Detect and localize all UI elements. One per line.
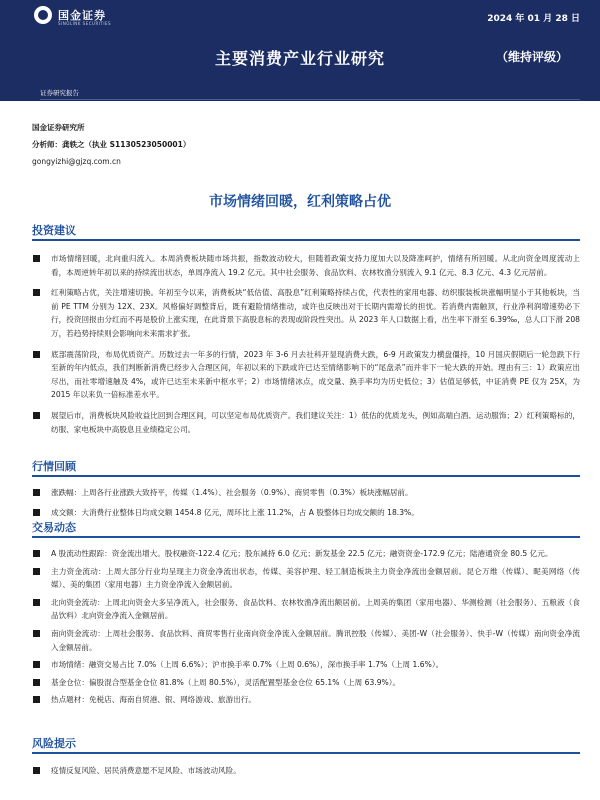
section-title: 投资建议 — [32, 224, 76, 237]
section-market-review — [32, 458, 580, 519]
section-divider — [32, 536, 580, 538]
square-bullet-icon — [33, 696, 40, 703]
list-item: 展望后市，消费板块风险收益比回到合理区间，可以坚定布局优质资产。我们建议关注：1）低估的优质龙头，例如高端白酒、运动服饰；2）红利策略标的，纺服、家电板块中高股息且业绩稳定公司。 — [32, 409, 580, 436]
square-bullet-icon — [33, 568, 40, 575]
square-bullet-icon — [33, 509, 40, 516]
square-bullet-icon — [33, 767, 40, 774]
square-bullet-icon — [33, 679, 40, 686]
section-title: 风险提示 — [32, 737, 76, 750]
report-type-label: 证券研究报告 — [40, 89, 79, 97]
institute-name: 国金证券研究所 — [32, 123, 85, 132]
list-item: 市场情绪回暖，北向重归流入。本周消费板块随市场共振，指数波动较大，但随着政策支持力度加大以及降准呵护，情绪有所回暖。从北向资金周度流动上看，本周逆转年初以来的持续流出状态，单周净流入 19.2 亿元。其中社会服务、食品饮料、农林牧渔分别流入 9.1 亿元、8.3 亿元、4.3 亿元居前。 — [32, 252, 580, 279]
list-item: A 股流动性跟踪：资金流出增大。股权融资-122.4 亿元；股东减持 6.0 亿元；新发基金 22.5 亿元；融资资金-172.9 亿元；陆港通资金 80.5 亿元。 — [32, 547, 580, 561]
report-headline: 市场情绪回暖，红利策略占优 — [209, 194, 391, 210]
section-title: 行情回顾 — [32, 460, 76, 473]
banner-divider — [40, 99, 580, 100]
list-item: 热点题材：免税店、海南自贸港、银、网络游戏、旅游出行。 — [32, 693, 580, 707]
section-divider — [32, 239, 580, 241]
analyst-line: 分析师：龚轶之（执业 S1130523050001） — [32, 140, 191, 149]
section-risk-warning — [32, 735, 580, 778]
list-item: 南向资金流动：上周社会服务、食品饮料、商贸零售行业南向资金净流入金额居前。腾讯控股（传媒）、美团-W（社会服务）、快手-W（传媒）南向资金净流入金额居前。 — [32, 627, 580, 654]
section-divider — [32, 752, 580, 754]
square-bullet-icon — [33, 599, 40, 606]
list-item: 主力资金流动：上周大部分行业均呈现主力资金净流出状态，传媒、美容护理、轻工制造板块主力资金净流出金额居前。昆仑万维（传媒）、昵美网络（传媒）、美的集团（家用电器）主力资金净流入金额居前。 — [32, 565, 580, 592]
section-investment-advice — [32, 222, 580, 436]
logo-text: 国金证券 — [58, 9, 106, 22]
square-bullet-icon — [33, 630, 40, 637]
square-bullet-icon — [33, 412, 40, 419]
list-item: 基金仓位：偏股混合型基金仓位 81.8%（上周 80.5%），灵活配置型基金仓位 65.1%（上周 63.9%）。 — [32, 676, 580, 690]
square-bullet-icon — [33, 489, 40, 496]
report-banner — [0, 0, 600, 101]
report-title: 主要消费产业行业研究 — [214, 49, 385, 68]
section-divider — [32, 475, 580, 477]
list-item: 疫情反复风险、居民消费意愿不足风险、市场波动风险。 — [32, 764, 580, 778]
section-title: 交易动态 — [32, 521, 76, 534]
square-bullet-icon — [33, 289, 40, 296]
company-logo-icon — [34, 6, 52, 24]
section-trading-dynamics — [32, 519, 580, 707]
list-item: 成交额：大消费行业整体日均成交额 1454.8 亿元，周环比上涨 11.2%，占 A 股整体日均成交额的 18.3%。 — [32, 506, 580, 520]
square-bullet-icon — [33, 550, 40, 557]
list-item: 北向资金流动：上周北向资金大多呈净流入，社会服务、食品饮料、农林牧渔净流出额居前。上周美的集团（家用电器）、华测检测（社会服务）、五粮液（食品饮料）北向资金净流入金额居前。 — [32, 596, 580, 623]
report-date: 2024 年 01 月 28 日 — [487, 14, 580, 24]
list-item: 涨跌幅：上周各行业涨跌大致持平，传媒（1.4%）、社会服务（0.9%）、商贸零售（0.3%）板块涨幅居前。 — [32, 486, 580, 500]
analyst-email: gongyizhi@gjzq.com.cn — [32, 157, 121, 166]
list-item: 底部震荡阶段，布局优质资产。历数过去一年多的行情，2023 年 3-6 月去社科开显现消费大跌，6-9 月政策发力横盘僵持，10 月国庆假期后一轮急跌下行至新的年内低点，我们判断新消费已经步入合理区间，年初以来的下跌或许已达至情绪影响下的“尾盘杀”而并非下一轮大跌的开始。理由有三：1）政策应出尽出，而社零增速触及 4%，或许已达至未来新中枢水平；2）市场情绪冰点，成交量、换手率均为历史低位；3）估值足够低，中证消费 PE 仅为 25X，为 2015 年以来负一倍标准差水平。 — [32, 348, 580, 402]
square-bullet-icon — [33, 351, 40, 358]
list-item: 市场情绪：融资交易占比 7.0%（上周 6.6%）；沪市换手率 0.7%（上周 0.6%），深市换手率 1.7%（上周 1.6%）。 — [32, 658, 580, 672]
list-item: 红利策略占优，关注增速切换。年初至今以来，消费板块“低估值、高股息”红利策略持续占优，代表性的家用电器、纺织服装板块涨幅明显小于其他板块，当前 PE TTM 分别为 12X、23X。风格偏好调整背后，既有避险情绪推动，或许也反映出对于长期内需增长的担忧。若消费内需触顶，行业净利润增速势必下行，投资回报由分红而不再是股价上涨实现，在此背景下高股息标的表现或阶段性突出。从 2023 年人口数据上看，出生率下滑至 6.39‰，总人口下滑 208 万，若趋势持续则会影响向未来需求扩张。 — [32, 286, 580, 340]
square-bullet-icon — [33, 661, 40, 668]
rating-label: （维持评级） — [495, 50, 568, 64]
author-info — [32, 119, 190, 170]
logo-subtext: SINOLINK SECURITIES — [58, 21, 112, 26]
square-bullet-icon — [33, 255, 40, 262]
